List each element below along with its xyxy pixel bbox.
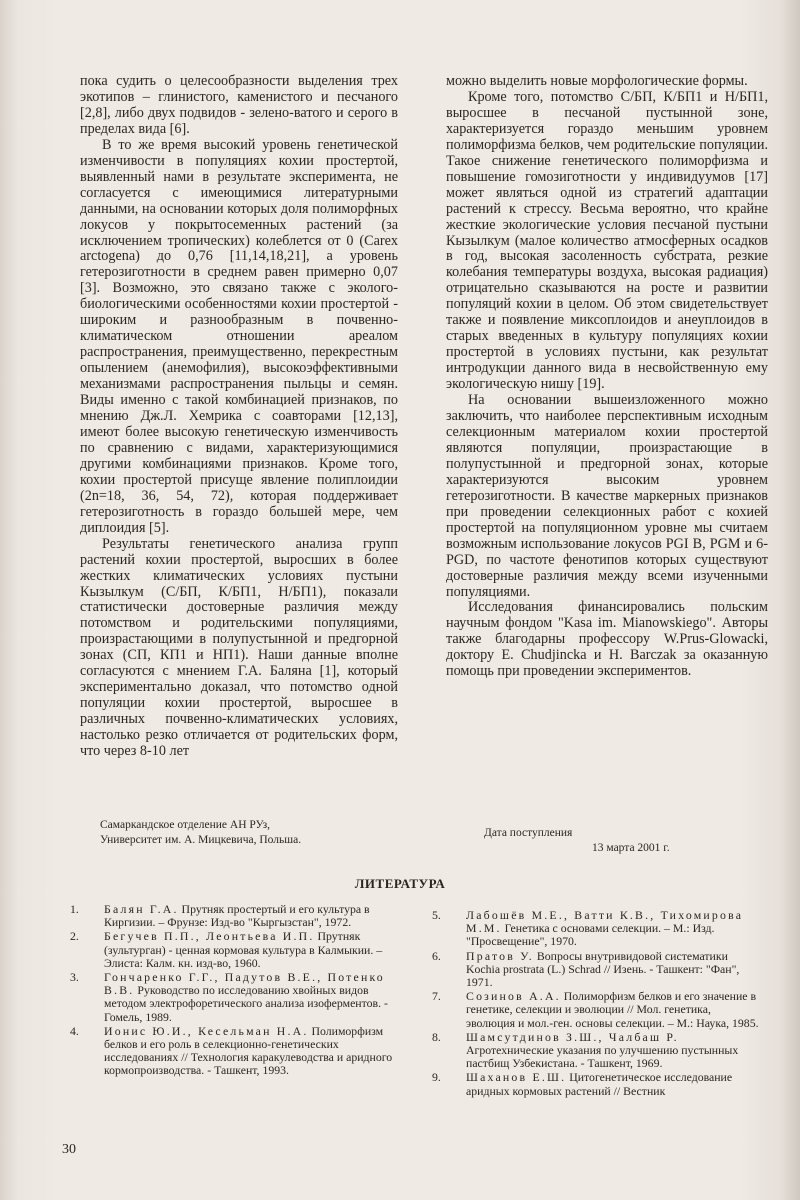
reference-text: Прутняк простертый и его культура в Киргизии. – Фрунзе: Изд-во "Кыргызстан", 1972. (104, 902, 370, 930)
reference-number: 1. (70, 902, 79, 916)
paragraph: В то же время высокий уровень генетической изменчивости в популяциях кохии простертой, выявленный нами в результате эксперимента, не согласуется с имеющимися литературными данными, на основании которых доля полиморфных локусов у покрытосеменных растений (за исключением тропических) колеблется от 0 (Carex arctogena) до 0,76 [11,14,18,21], а уровень гетерозиготности в среднем равен примерно 0,07 [3]. Возможно, это связано также с эколого-биологическими особенностями кохии простертой - широким и разнообразным в почвенно-климатическом отношении ареалом распространения, преимущественно, перекрестным опылением (анемофилия), высокоэффективными механизмами распространения пыльцы и семян. Виды именно с такой комбинацией признаков, по мнению Дж.Л. Хемрика с соавторами [12,13], имеют более высокую генетическую изменчивость по сравнению с видами, характеризующимися другими комбинациями признаков. Кроме того, кохии простертой присуще явление полиплоидии (2n=18, 36, 54, 72), которая поддерживает гетерозиготность в гораздо большей мере, чем диплоидия [5]. (80, 136, 398, 536)
reference-item (70, 903, 410, 929)
paragraph: Кроме того, потомство С/БП, К/БП1 и Н/БП1, выросшее в песчаной пустынной зоне, характеризуется гораздо меньшим уровнем полиморфизма белков, чем родительские популяции. Такое снижение генетического полиморфизма и повышение гомозиготности у индивидуумов [17] может являться одной из стратегий адаптации растений к стрессу. Весьма вероятно, что крайне жесткие экологические условия песчаной пустыни Кызылкум (малое количество атмосферных осадков в год, высокая засоленность субстрата, резкие колебания температуры воздуха, высокая радиация) отрицательно сказываются на росте и развитии популяций кохии в целом. Об этом свидетельствует также и появление миксоплоидов и анеуплоидов в старых введенных в культуру популяциях кохии простертой в условиях пустыни, как результат интродукции данного вида в несвойственную ему экологическую нишу [19]. (446, 88, 768, 393)
reference-item (432, 1031, 762, 1071)
reference-text: Генетика с основами селекции. – М.: Изд. "Просвещение", 1970. (466, 921, 715, 949)
left-column (80, 74, 398, 760)
received-label: Дата поступления (484, 827, 573, 839)
reference-authors: Созинов А.А. (466, 989, 561, 1004)
reference-authors: Гончаренко Г.Г., Падутов В.Е., Потенко В.В. (104, 970, 385, 998)
reference-item (70, 1025, 410, 1078)
reference-text: Прутняк (зультурган) - ценная кормовая культура в Калмыкии. – Элиста: Калм. кн. изд-во, 1960. (104, 929, 383, 970)
right-column (446, 74, 768, 680)
reference-item (432, 909, 762, 949)
paragraph: На основании вышеизложенного можно заключить, что наиболее перспективным исходным селекционным материалом кохии простертой являются популяции, произрастающие в полупустынной и предгорной зонах, которые характеризуются высоким уровнем гетерозиготности. В качестве маркерных признаков при проведении селекционных работ с кохией простертой на популяционном уровне мы считаем возможным использование локусов PGI B, PGM и 6-PGD, по частоте фенотипов которых существуют достоверные различия между всеми изученными популяциями. (446, 392, 768, 600)
paragraph: пока судить о целесообразности выделения трех экотипов – глинистого, каменистого и песчаного [2,8], либо двух подвидов - зелено-ватого и серого в пределах вида [6]. (80, 73, 398, 137)
reference-number: 5. (432, 908, 441, 922)
reference-number: 8. (432, 1029, 441, 1044)
reference-number: 6. (432, 948, 441, 963)
paragraph: Результаты генетического анализа групп растений кохии простертой, выросших в более жестких климатических условиях пустыни Кызылкум (С/БП, К/БП1, Н/БП1), показали статистически достоверные различия между потомством и родительскими популяциями, произрастающими в полупустынной и предгорной зонах (СП, КП1 и НП1). Наши данные вполне согласуются с мнением Г.А. Баляна [1], который экспериментально доказал, что потомство одной популяции кохии простертой, выросшее в различных почвенно-климатических условиях, настолько резко отличается от родительских форм, что через 8-10 лет (80, 535, 398, 760)
reference-number: 2. (70, 929, 79, 944)
references-title: ЛИТЕРАТУРА (354, 876, 446, 891)
references-right (432, 909, 762, 1099)
reference-text: Полиморфизм белков и его роль в селекционно-генетических исследованиях // Технология каракулеводства и аридного кормопроизводства. - Ташкент, 1993. (104, 1023, 393, 1078)
reference-text: Руководство по исследованию хвойных видов методом электрофоретического анализа изоферментов. - Гомель, 1989. (104, 983, 388, 1024)
received-date-block (484, 826, 670, 856)
reference-authors: Шамсутдинов З.Ш., Чалбаш Р. (466, 1029, 679, 1044)
reference-number: 7. (432, 989, 441, 1004)
affiliation-line: Университет им. А. Мицкевича, Польша. (100, 834, 302, 846)
reference-item (70, 971, 410, 1024)
reference-text: Полиморфизм белков и его значение в генетике, селекции и эволюции // Мол. генетика, эволюция и мол.-ген. основы селекции. – М.: Наука, 1985. (466, 989, 759, 1030)
reference-number: 4. (70, 1023, 79, 1038)
paragraph: Исследования финансировались польским научным фондом "Kasa im. Mianowskiego". Авторы также благодарны профессору W.Prus-Glowacki, доктору E. Chudjincka и H. Barczak за оказанную помощь при проведении экспериментов. (446, 599, 768, 680)
reference-authors: Шаханов Е.Ш. (466, 1070, 567, 1085)
reference-authors: Пратов У. (466, 948, 534, 963)
affiliation (100, 818, 301, 848)
reference-authors: Бегучев П.П., Леонтьева И.П. (104, 929, 315, 944)
reference-authors: Балян Г.А. (104, 902, 179, 916)
reference-item (432, 1071, 762, 1097)
affiliation-line: Самаркандское отделение АН РУз, (100, 819, 271, 831)
reference-text: Вопросы внутривидовой систематики Kochia prostrata (L.) Schrad // Изень. - Ташкент: "Фан", 1971. (466, 948, 740, 990)
reference-authors: Ионис Ю.И., Кесельман Н.А. (104, 1023, 309, 1038)
reference-number: 3. (70, 970, 79, 985)
reference-item (432, 990, 762, 1030)
reference-text: Цитогенетическое исследование аридных кормовых растений // Вестник (466, 1070, 733, 1098)
page-number: 30 (62, 1142, 76, 1157)
reference-item (70, 930, 410, 970)
paragraph: можно выделить новые морфологические формы. (446, 73, 748, 89)
reference-text: Агротехнические указания по улучшению пустынных пастбищ Узбекистана. - Ташкент, 1969. (466, 1043, 739, 1071)
references-left (70, 903, 410, 1079)
reference-authors: Лабошёв М.Е., Ватти К.В., Тихомирова М.М. (466, 908, 744, 936)
received-date: 13 марта 2001 г. (592, 842, 670, 854)
reference-number: 9. (432, 1070, 441, 1085)
reference-item (432, 950, 762, 990)
